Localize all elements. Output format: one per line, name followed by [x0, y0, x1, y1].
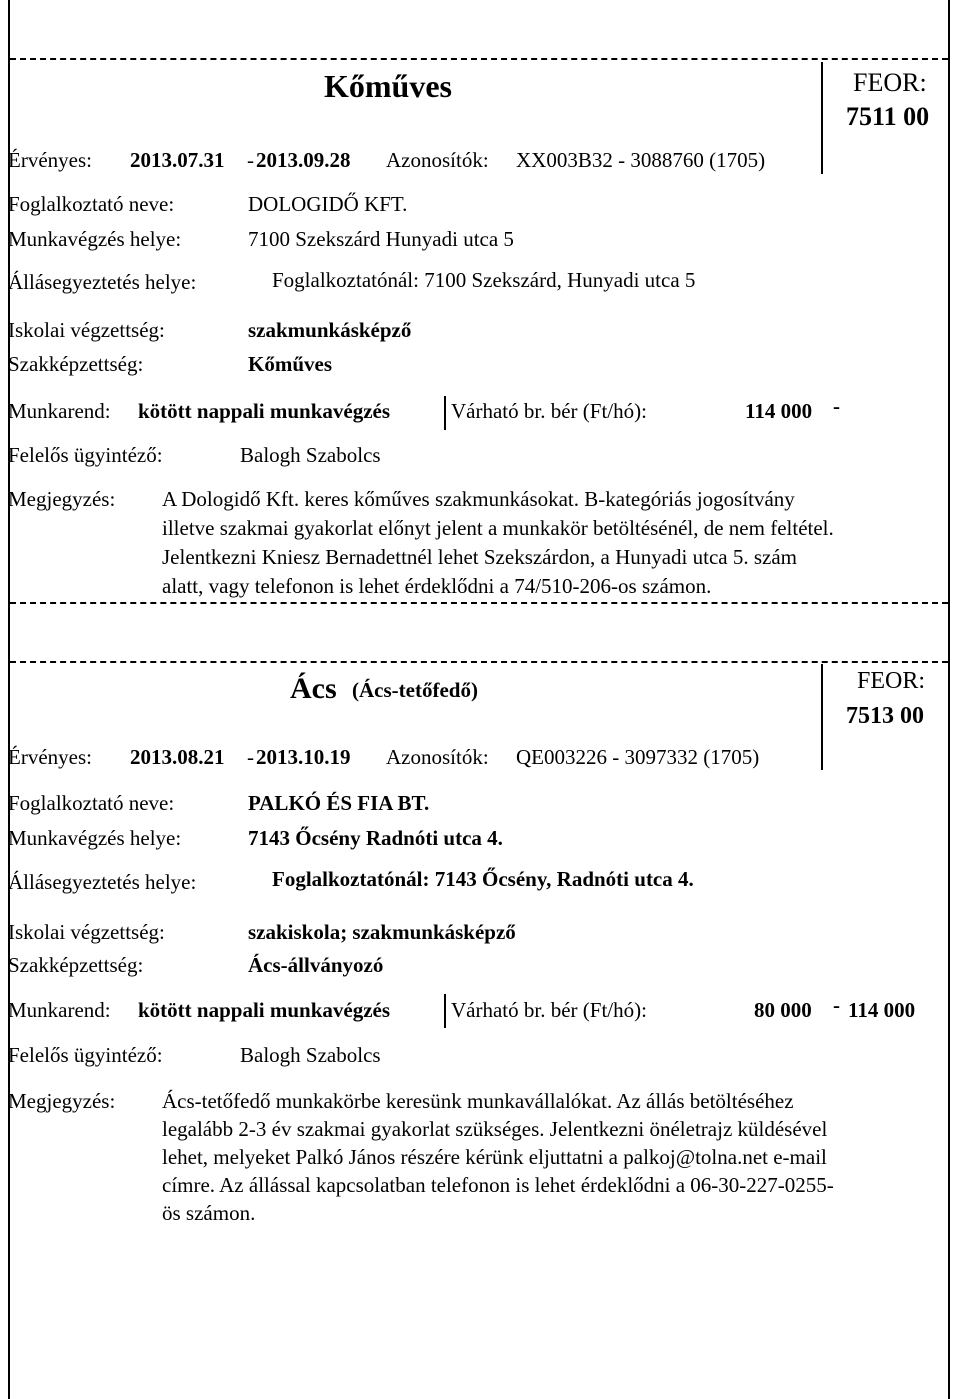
- ids-value: XX003B32 - 3088760 (1705): [516, 148, 766, 172]
- note-line: címre. Az állással kapcsolatban telefonon is lehet érdeklődni a 06-30-227-0255-: [162, 1173, 834, 1197]
- workplace-value: 7100 Szekszárd Hunyadi utca 5: [248, 227, 514, 251]
- valid-from: 2013.07.31: [130, 148, 225, 172]
- feor-label: FEOR:: [857, 668, 926, 694]
- workplace-label: Munkavégzés helye:: [8, 826, 182, 850]
- meeting-value: Foglalkoztatónál: 7100 Szekszárd, Hunyadi utca 5: [272, 268, 696, 292]
- salary-to: 114 000: [848, 998, 916, 1022]
- job-title: Ács: [290, 672, 337, 705]
- salary-label: Várható br. bér (Ft/hó):: [451, 998, 647, 1022]
- note-line: A Dologidő Kft. keres kőműves szakmunkásokat. B-kategóriás jogosítvány: [162, 487, 795, 511]
- note-line: legalább 2-3 év szakmai gyakorlat szükséges. Jelentkezni önéletrajz küldésével: [162, 1117, 828, 1141]
- note-line: ös számon.: [162, 1201, 256, 1225]
- schedule-label: Munkarend:: [8, 998, 111, 1022]
- meeting-label: Állásegyeztetés helye:: [8, 270, 197, 294]
- feor-label: FEOR:: [853, 68, 927, 97]
- section-divider-top: [10, 58, 948, 60]
- salary-divider: [444, 396, 446, 430]
- note-line: illetve szakmai gyakorlat előnyt jelent a munkakör betöltésénél, de nem feltétel.: [162, 516, 834, 540]
- note-line: Ács-tetőfedő munkakörbe keresünk munkavállalókat. Az állás betöltéséhez: [162, 1089, 794, 1113]
- school-value: szakiskola; szakmunkásképző: [248, 920, 516, 944]
- school-label: Iskolai végzettség:: [8, 920, 165, 944]
- employer-value: PALKÓ ÉS FIA BT.: [248, 791, 430, 815]
- feor-code: 7511 00: [846, 102, 930, 131]
- officer-label: Felelős ügyintéző:: [8, 1043, 163, 1067]
- job-title: Kőműves: [324, 68, 452, 104]
- schedule-value: kötött nappali munkavégzés: [138, 998, 391, 1022]
- valid-from: 2013.08.21: [130, 745, 225, 769]
- section-divider-bottom: [10, 602, 948, 604]
- note-line: alatt, vagy telefonon is lehet érdeklődni a 74/510-206-os számon.: [162, 574, 712, 598]
- school-label: Iskolai végzettség:: [8, 318, 165, 342]
- note-line: Jelentkezni Kniesz Bernadettnél lehet Szekszárdon, a Hunyadi utca 5. szám: [162, 545, 798, 569]
- valid-to: 2013.09.28: [256, 148, 351, 172]
- feor-code: 7513 00: [846, 703, 924, 729]
- qualification-value: Ács-állványozó: [248, 953, 384, 977]
- salary-from: 80 000: [754, 998, 812, 1022]
- qualification-value: Kőműves: [248, 352, 332, 376]
- valid-to: 2013.10.19: [256, 745, 351, 769]
- officer-label: Felelős ügyintéző:: [8, 443, 163, 467]
- meeting-label: Állásegyeztetés helye:: [8, 870, 197, 894]
- note-line: lehet, melyeket Palkó János részére kérünk eljuttatni a palkoj@tolna.net e-mail: [162, 1145, 827, 1169]
- employer-label: Foglalkoztató neve:: [8, 192, 175, 216]
- school-value: szakmunkásképző: [248, 318, 412, 342]
- officer-value: Balogh Szabolcs: [240, 1043, 381, 1067]
- note-label: Megjegyzés:: [8, 487, 116, 511]
- valid-dash: -: [247, 148, 254, 172]
- qualification-label: Szakképzettség:: [8, 953, 144, 977]
- qualification-label: Szakképzettség:: [8, 352, 144, 376]
- workplace-value: 7143 Őcsény Radnóti utca 4.: [248, 826, 503, 850]
- meeting-value: Foglalkoztatónál: 7143 Őcsény, Radnóti utca 4.: [272, 867, 694, 891]
- salary-dash: -: [833, 993, 840, 1017]
- salary-label: Várható br. bér (Ft/hó):: [451, 399, 647, 423]
- section-divider-top: [10, 661, 948, 663]
- page-border-right: [948, 0, 950, 1399]
- job-subtitle: (Ács-tetőfedő): [352, 678, 478, 702]
- workplace-label: Munkavégzés helye:: [8, 227, 182, 251]
- note-label: Megjegyzés:: [8, 1089, 116, 1113]
- ids-label: Azonosítók:: [386, 745, 489, 769]
- officer-value: Balogh Szabolcs: [240, 443, 381, 467]
- valid-label: Érvényes:: [8, 745, 92, 769]
- feor-divider: [821, 664, 823, 770]
- employer-label: Foglalkoztató neve:: [8, 791, 175, 815]
- salary-divider: [444, 994, 446, 1028]
- employer-value: DOLOGIDŐ KFT.: [248, 192, 408, 216]
- valid-dash: -: [247, 745, 254, 769]
- schedule-label: Munkarend:: [8, 399, 111, 423]
- ids-label: Azonosítók:: [386, 148, 489, 172]
- salary-dash: -: [833, 394, 840, 418]
- feor-divider: [821, 62, 823, 174]
- salary-from: 114 000: [745, 399, 813, 423]
- valid-label: Érvényes:: [8, 148, 92, 172]
- schedule-value: kötött nappali munkavégzés: [138, 399, 391, 423]
- ids-value: QE003226 - 3097332 (1705): [516, 745, 760, 769]
